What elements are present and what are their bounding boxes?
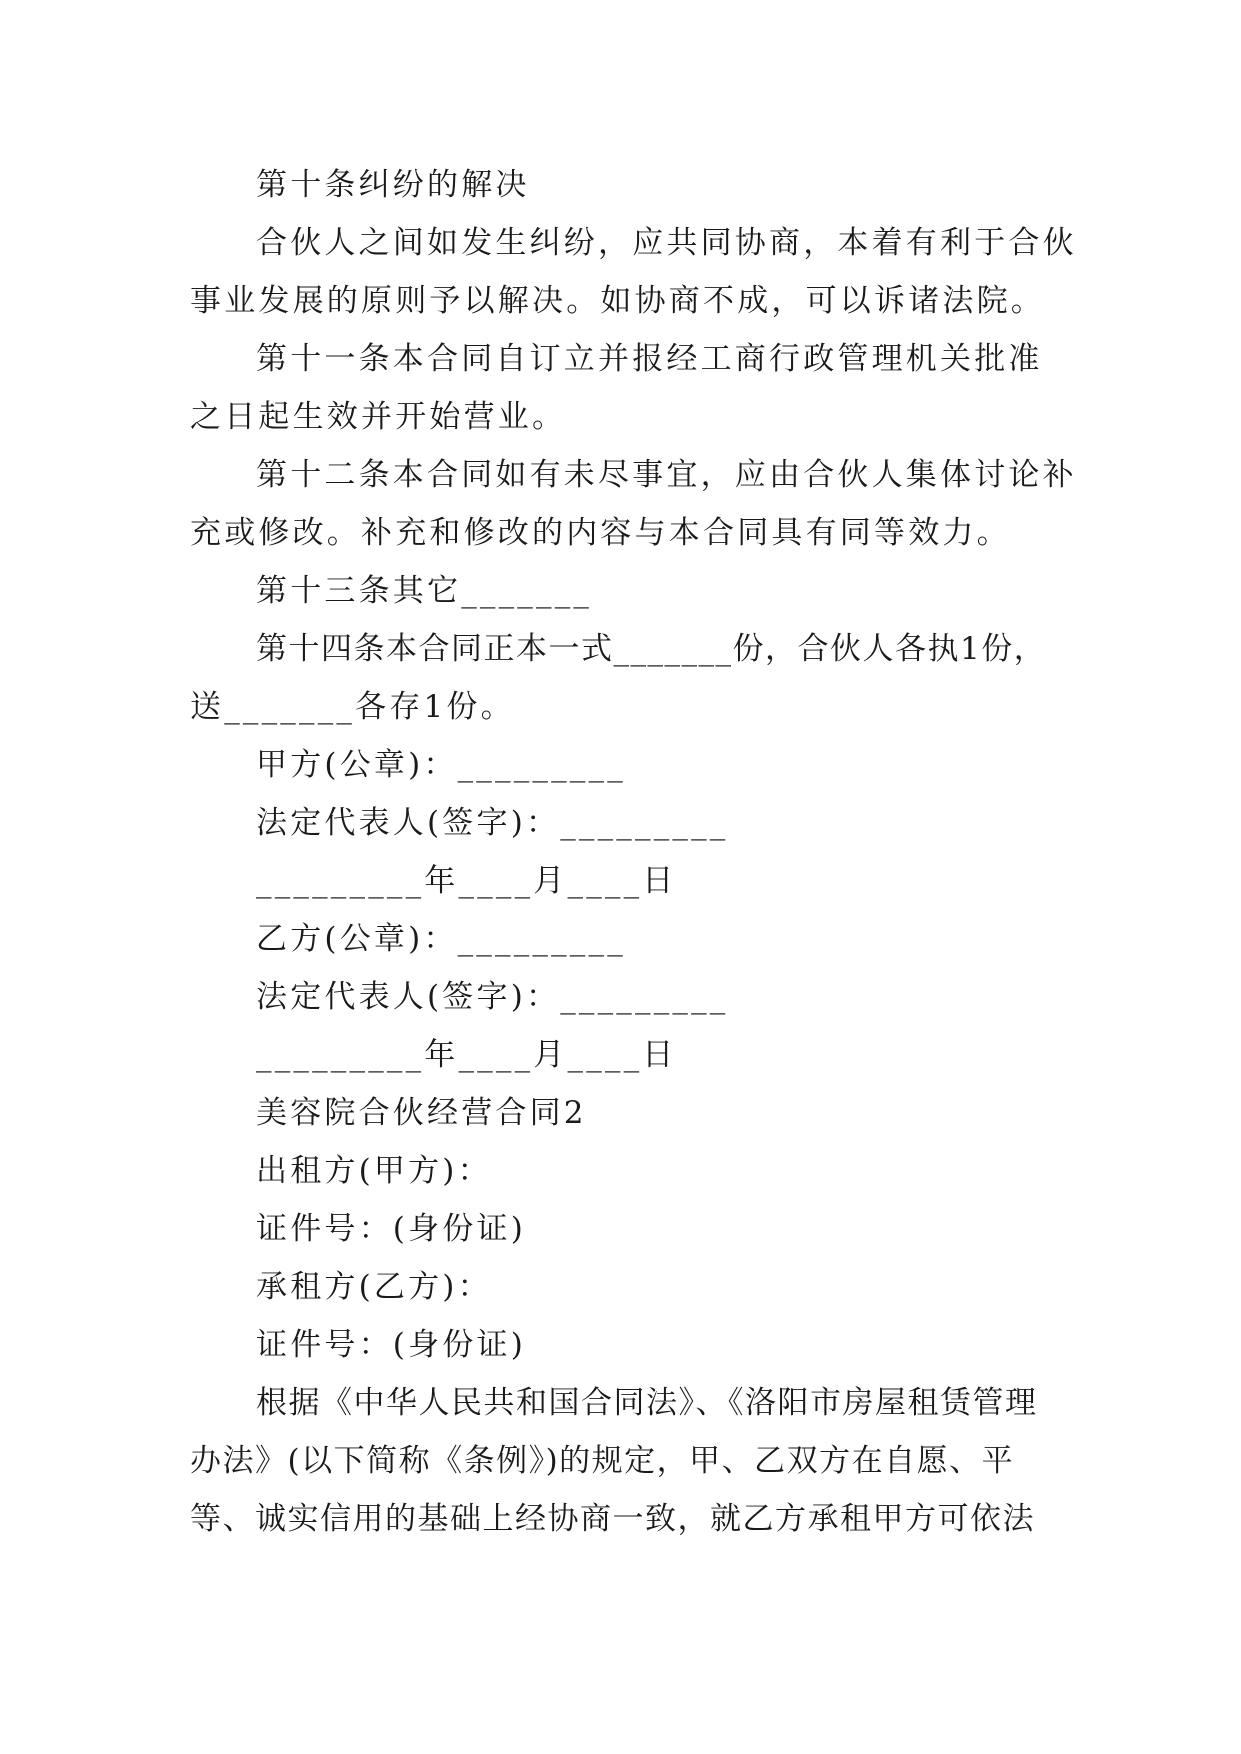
party-b-representative-line: 法定代表人(签字)：_________ <box>256 979 729 1015</box>
document-body <box>190 156 1077 1548</box>
party-b-date-line: _________年____月____日 <box>256 1037 677 1073</box>
party-a-representative-line: 法定代表人(签字)：_________ <box>256 805 729 841</box>
contract-2-title: 美容院合伙经营合同2 <box>256 1095 587 1131</box>
party-a-date-line: _________年____月____日 <box>256 863 677 899</box>
article-12-line: 第十二条本合同如有未尽事宜，应由合伙人集体讨论补 <box>256 457 1077 493</box>
paragraph-line: 送_______各存1份。 <box>190 689 515 725</box>
paragraph-line: 之日起生效并开始营业。 <box>190 399 567 435</box>
paragraph-line: 事业发展的原则予以解决。如协商不成，可以诉诸法院。 <box>190 283 1045 319</box>
article-11-line: 第十一条本合同自订立并报经工商行政管理机关批准 <box>256 341 1043 377</box>
lessor-id-line: 证件号：(身份证) <box>256 1211 526 1247</box>
paragraph-line: 充或修改。补充和修改的内容与本合同具有同等效力。 <box>190 515 1011 551</box>
party-b-seal-line: 乙方(公章)：_________ <box>256 921 626 957</box>
article-10-heading: 第十条纠纷的解决 <box>256 167 530 203</box>
paragraph-line: 等、诚实信用的基础上经协商一致，就乙方承租甲方可依法 <box>190 1501 1035 1537</box>
paragraph-line: 根据《中华人民共和国合同法》、《洛阳市房屋租赁管理 <box>256 1385 1038 1421</box>
lessee-id-line: 证件号：(身份证) <box>256 1327 526 1363</box>
article-14-line: 第十四条本合同正本一式_______份，合伙人各执1份， <box>256 631 1047 667</box>
party-a-seal-line: 甲方(公章)：_________ <box>256 747 626 783</box>
paragraph-line: 合伙人之间如发生纠纷，应共同协商，本着有利于合伙 <box>256 225 1077 261</box>
lessee-line: 承租方(乙方)： <box>256 1269 492 1305</box>
article-13-line: 第十三条其它_______ <box>256 573 593 609</box>
lessor-line: 出租方(甲方)： <box>256 1153 492 1189</box>
paragraph-line: 办法》(以下简称《条例》)的规定，甲、乙双方在自愿、平 <box>190 1443 1015 1479</box>
